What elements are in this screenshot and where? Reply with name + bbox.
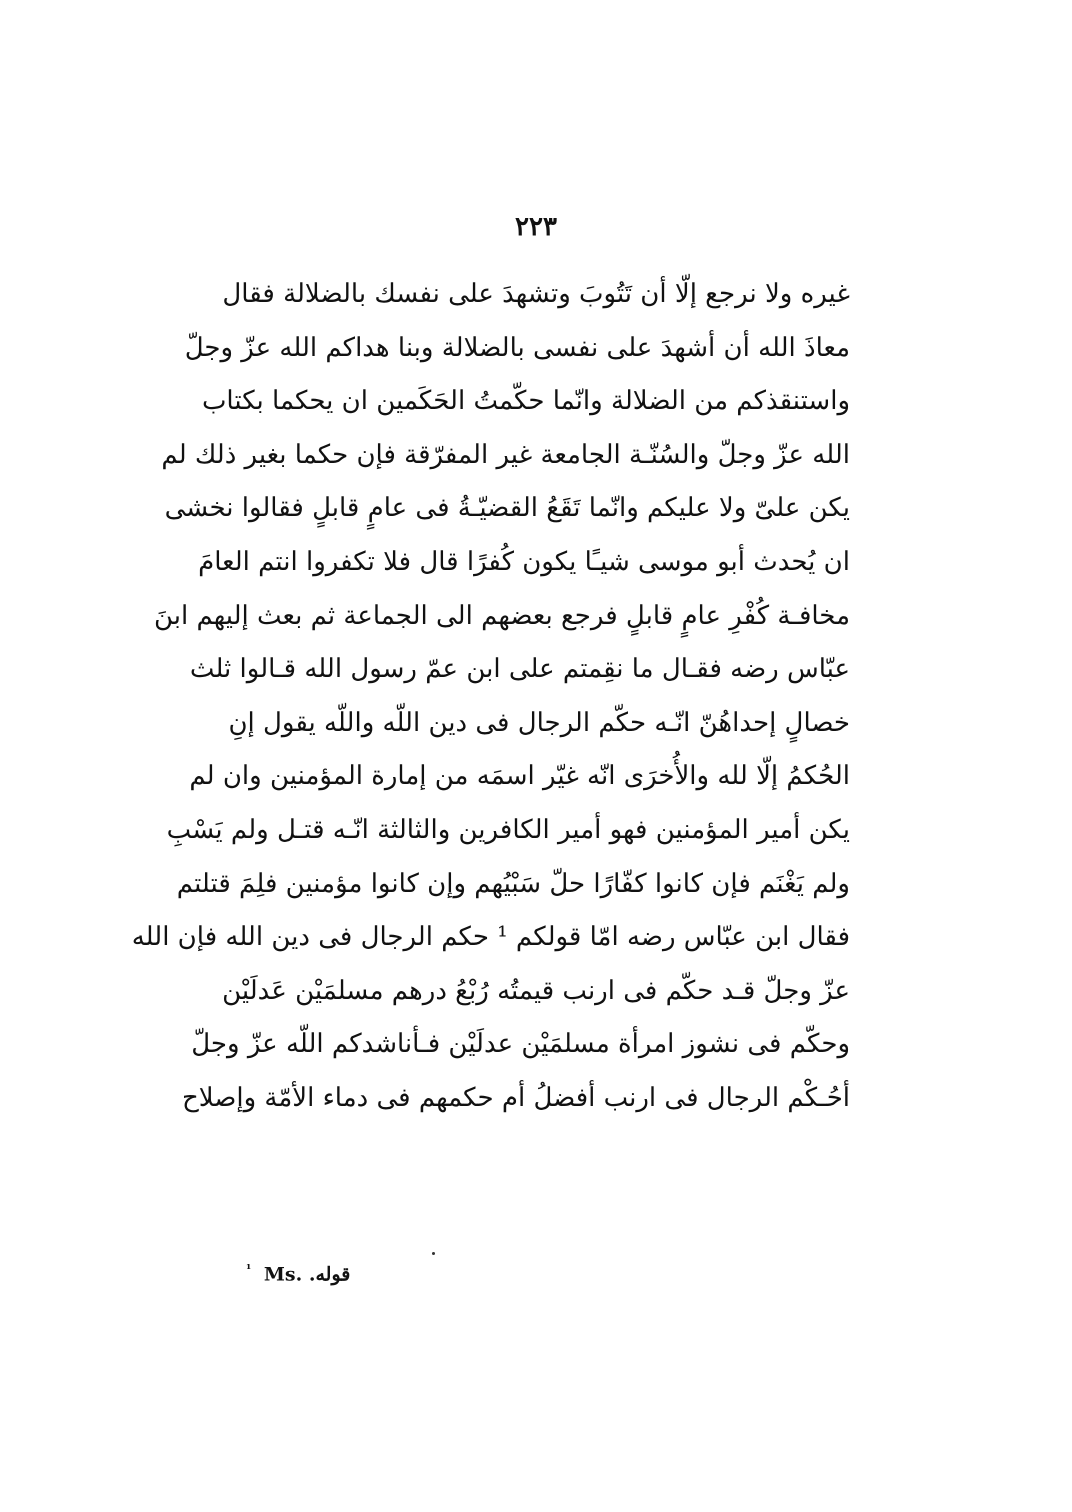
text-line: ولم يَغْنَم فإن كانوا كفّارًا حلّ سَبْيُهم وإن كانوا مؤمنين فلِمَ قتلتم <box>176 868 850 899</box>
text-line: الحُكمُ إلّا لله والأُخرَى انّه غيّر اسمَه من إمارة المؤمنين وان لم <box>189 761 850 792</box>
text-line: يكن أمير المؤمنين فهو أمير الكافرين والثالثة انّـه قتـل ولم يَسْبِ <box>166 814 850 845</box>
text-line: معاذَ الله أن أشهدَ على نفسى بالضلالة وبنا هداكم الله عزّ وجلّ <box>184 332 850 363</box>
text-line: عبّاس رضه فقـال ما نقِمتم على ابن عمّ رسول الله قـالوا ثلث <box>189 654 850 685</box>
footnote-word: قوله. <box>308 1263 351 1286</box>
text-line: غيره ولا نرجع إلّا أن تَتُوبَ وتشهدَ على نفسك بالضلالة فقال <box>222 279 850 309</box>
text-line: الله عزّ وجلّ والسُنّـة الجامعة غير المفرّقة فإن حكما بغير ذلك لم <box>161 439 850 470</box>
text-line: وحكّم فى نشوز امرأة مسلمَيْن عدلَيْن فـأناشدكم اللّه عزّ وجلّ <box>191 1029 850 1060</box>
arabic-text-body <box>131 268 850 1126</box>
footnote-abbreviation: Ms. <box>263 1263 303 1286</box>
text-line: خصالٍ إحداهُنّ انّـه حكّم الرجال فى دين اللّه واللّه يقول إنِ <box>228 707 850 738</box>
text-line: مخافـة كُفْرِ عامٍ قابلٍ فرجع بعضهم الى الجماعة ثم بعث إليهم ابنَ <box>153 600 850 631</box>
footnote-mark: ¹ <box>246 1262 252 1276</box>
text-line: واستنقذكم من الضلالة وانّما حكّمتُ الحَكَمين ان يحكما بكتاب <box>201 386 850 417</box>
text-line: يكن علىّ ولا عليكم وانّما تَقَعُ القضيّـةُ فى عامٍ قابلٍ فقالوا نخشى <box>164 493 850 524</box>
text-line: ان يُحدث أبو موسى شيـًا يكون كُفرًا قال فلا تكفروا انتم العامَ <box>198 546 850 577</box>
text-line: فقال ابن عبّاس رضه امّا قولكم ¹ حكم الرجال فى دين الله فإن الله <box>131 922 850 953</box>
text-line: أحُـكْم الرجال فى ارنب أفضلُ أم حكمهم فى دماء الأمّة وإصلاح <box>181 1082 850 1113</box>
footnote <box>246 1262 350 1285</box>
stray-dot <box>432 1252 435 1255</box>
text-line: عزّ وجلّ قـد حكّم فى ارنب قيمتُه رُبْعُ درهم مسلمَيْن عَدلَيْن <box>222 975 850 1006</box>
page-number: ٢٢٣ <box>515 212 557 242</box>
